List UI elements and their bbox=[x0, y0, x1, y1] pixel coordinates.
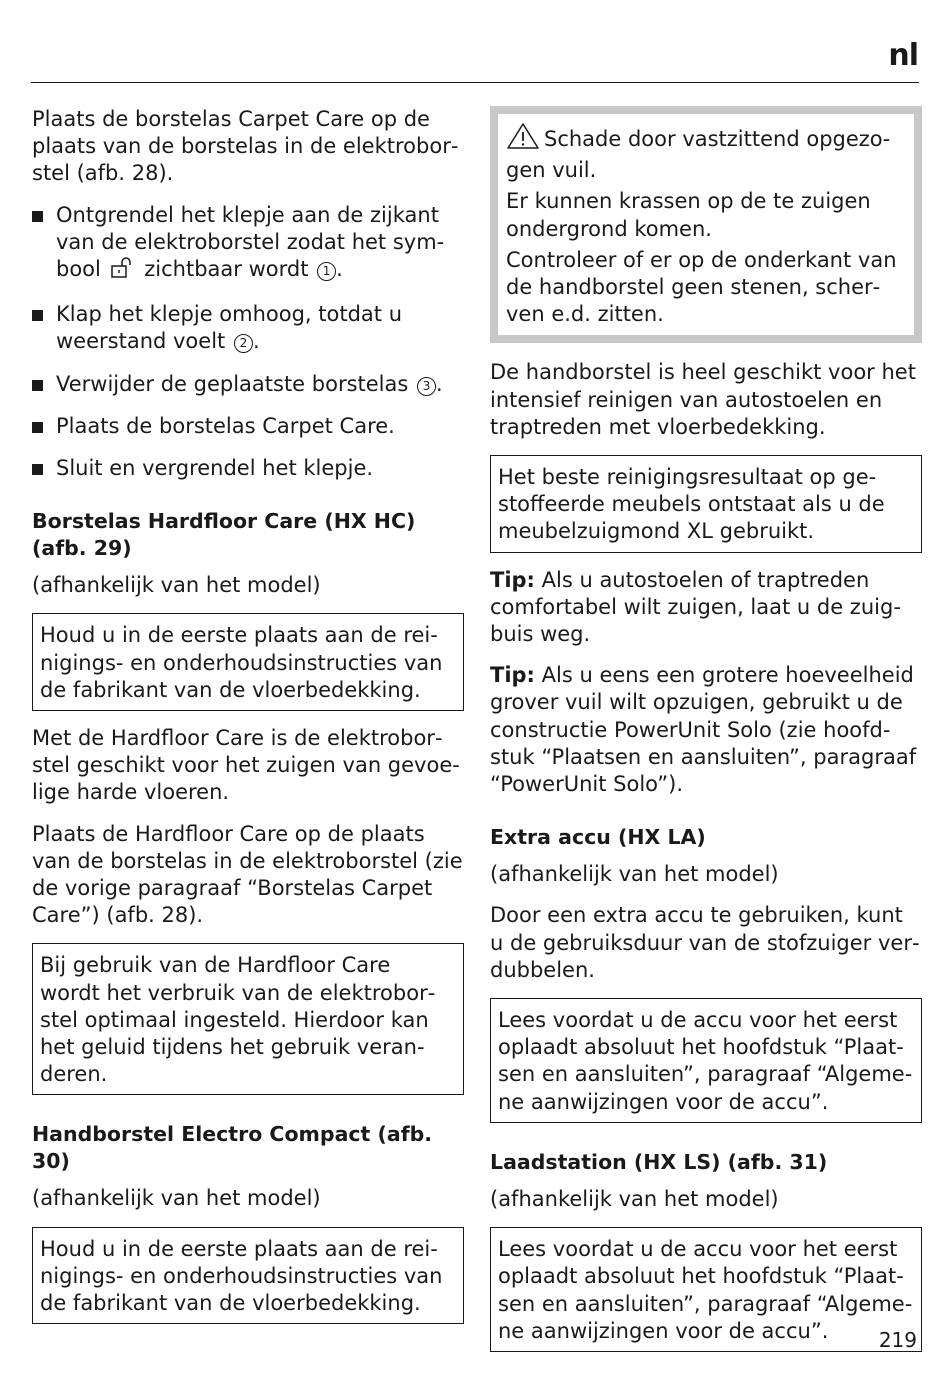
list-item: Klap het klepje omhoog, totdat u weerstand voelt 2 . bbox=[32, 301, 464, 355]
paragraph: Met de Hardfloor Care is de elektroborstel geschikt voor het zuigen van gevoelige harde vloeren. bbox=[32, 726, 460, 805]
paragraph: Plaats de Hardfloor Care op de plaats van de borstelas in de elektroborstel (zie de vorige paragraaf “Borstelas Carpet Care”) (afb. 28). bbox=[32, 821, 463, 928]
warning-text: Er kunnen krassen op de te zuigen ondergrond komen. bbox=[506, 189, 871, 241]
warning-title: Schade door vastzittend opgezogen vuil. bbox=[506, 127, 891, 183]
model-note: (afhankelijk van het model) bbox=[490, 862, 779, 887]
unlock-icon bbox=[110, 257, 136, 286]
model-note: (afhankelijk van het model) bbox=[32, 1186, 321, 1211]
section-heading-hardfloor-care: Borstelas Hardfloor Care (HX HC) (afb. 29) bbox=[32, 509, 416, 561]
model-note: (afhankelijk van het model) bbox=[490, 1186, 779, 1211]
model-note: (afhankelijk van het model) bbox=[32, 573, 321, 598]
bullet-icon bbox=[32, 380, 43, 391]
info-box: Het beste reinigingsresultaat op gestoffeerde meubels ontstaat als u de meubelzuigmond XL gebruikt. bbox=[490, 455, 922, 553]
list-item: Verwijder de geplaatste borstelas 3 . bbox=[32, 371, 464, 398]
bullet-icon bbox=[32, 422, 43, 433]
info-box: Houd u in de eerste plaats aan de reinigings- en onderhoudsinstructies van de fabrikant van de vloerbedekking. bbox=[32, 1227, 464, 1325]
list-item: Ontgrendel het klepje aan de zijkant van de elektroborstel zodat het symbool zichtbaar wordt 1 . bbox=[32, 202, 464, 287]
step-number-badge: 3 bbox=[417, 377, 436, 396]
tip-paragraph: Tip: Als u autostoelen of traptreden comfortabel wilt zuigen, laat u de zuigbuis weg. bbox=[490, 567, 901, 647]
language-label: nl bbox=[888, 38, 918, 73]
list-item: Plaats de borstelas Carpet Care. bbox=[32, 413, 464, 440]
section-heading-extra-accu: Extra accu (HX LA) bbox=[490, 825, 706, 850]
info-box: Bij gebruik van de Hardfloor Care wordt het verbruik van de elektroborstel optimaal ingesteld. Hierdoor kan het geluid tijdens het gebruik veranderen. bbox=[32, 943, 464, 1095]
step-number-badge: 2 bbox=[234, 334, 253, 353]
step-number-badge: 1 bbox=[317, 262, 336, 281]
intro-paragraph: Plaats de borstelas Carpet Care op de plaats van de borstelas in de elektroborstel (afb. 28). bbox=[32, 107, 459, 186]
header-rule bbox=[31, 82, 919, 83]
list-item: Sluit en vergrendel het klepje. bbox=[32, 455, 464, 482]
left-column bbox=[32, 106, 464, 1338]
bullet-icon bbox=[32, 211, 43, 222]
warning-triangle-icon bbox=[506, 122, 540, 157]
warning-box bbox=[490, 106, 922, 343]
tip-label: Tip: bbox=[490, 663, 535, 688]
tip-paragraph: Tip: Als u eens een grotere hoeveelheid grover vuil wilt opzuigen, gebruikt u de constructie PowerUnit Solo (zie hoofdstuk “Plaatsen en aansluiten”, paragraaf “PowerUnit Solo”). bbox=[490, 663, 917, 797]
right-column bbox=[490, 106, 922, 1366]
instruction-list bbox=[32, 202, 464, 483]
info-box: Houd u in de eerste plaats aan de reinigings- en onderhoudsinstructies van de fabrikant van de vloerbedekking. bbox=[32, 613, 464, 711]
info-box: Lees voordat u de accu voor het eerst oplaadt absoluut het hoofdstuk “Plaatsen en aansluiten”, paragraaf “Algemene aanwijzingen voor de accu”. bbox=[490, 998, 922, 1123]
tip-label: Tip: bbox=[490, 567, 535, 592]
section-heading-electro-compact: Handborstel Electro Compact (afb. 30) bbox=[32, 1122, 433, 1174]
warning-text: Controleer of er op de onderkant van de handborstel geen stenen, scherven e.d. zitten. bbox=[506, 247, 897, 327]
section-heading-laadstation: Laadstation (HX LS) (afb. 31) bbox=[490, 1149, 828, 1174]
page-number: 219 bbox=[878, 1328, 917, 1352]
paragraph: De handborstel is heel geschikt voor het intensief reinigen van autostoelen en traptreden met vloerbedekking. bbox=[490, 360, 916, 439]
bullet-icon bbox=[32, 464, 43, 475]
bullet-icon bbox=[32, 310, 43, 321]
info-box: Lees voordat u de accu voor het eerst oplaadt absoluut het hoofdstuk “Plaatsen en aansluiten”, paragraaf “Algemene aanwijzingen voor de accu”. bbox=[490, 1227, 922, 1352]
paragraph: Door een extra accu te gebruiken, kunt u de gebruiksduur van de stofzuiger verdubbelen. bbox=[490, 903, 920, 982]
